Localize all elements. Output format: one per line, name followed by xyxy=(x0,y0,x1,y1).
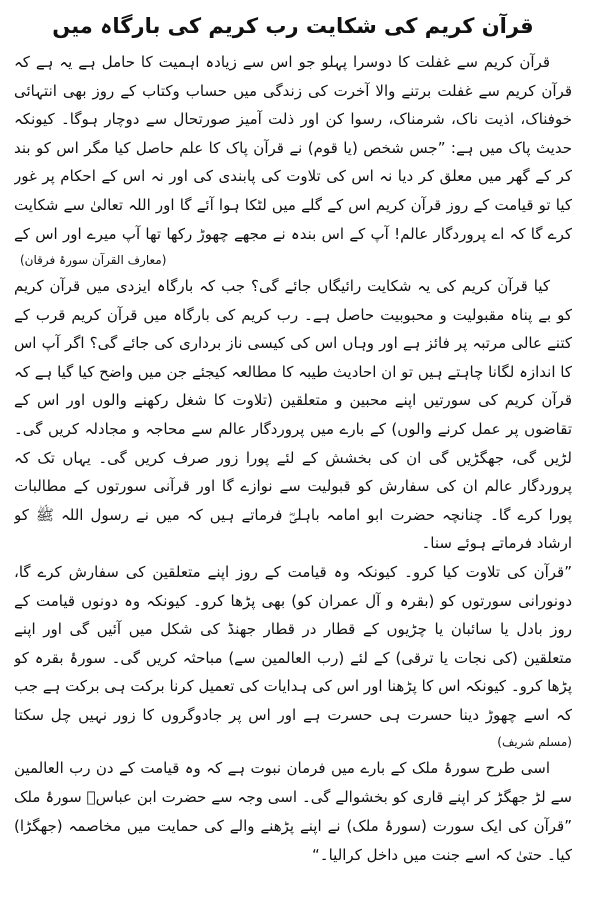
paragraph-2 xyxy=(14,272,572,558)
paragraph-1-text: قرآن کریم سے غفلت کا دوسرا پہلو جو اس سے زیادہ اہمیت کا حامل ہے یہ ہے کہ قرآن کریم سے غفلت برتنے والا آخرت کی زندگی میں حساب وکتاب کے روز بھی انتہائی خوفناک، اذیت ناک، شرمناک، رسوا کن اور ذلت آمیز صورتحال سے دوچار ہوگا۔ کیونکہ حدیث پاک میں ہے: ”جس شخص (یا قوم) نے قرآن پاک کا علم حاصل کیا مگر اس کو بند کر کے گھر میں معلق کر دیا نہ اس کی تلاوت کی پابندی کی اور نہ اس کے احکام پر غور کیا تو قیامت کے روز قرآن کریم اس کے گلے میں لٹکا ہوا آئے گا اور اللہ تعالیٰ سے شکایت کرے گا کہ اے پروردگار عالم! آپ کے اس بندہ نے مجھے چھوڑ رکھا تھا آپ میرے اور اس کے xyxy=(14,53,572,243)
hadith-quote-2 xyxy=(14,812,572,869)
hadith-quote-1-text: ”قرآن کی تلاوت کیا کرو۔ کیونکہ وہ قیامت کے روز اپنے متعلقین کی سفارش کرے گا، دونورانی سورتوں کو (بقرہ و آل عمران کو) بھی پڑھا کرو۔ کیونکہ وہ دونوں قیامت کے روز بادل یا سائبان یا چڑیوں کے قطار در قطار جھنڈ کی شکل میں آئیں گی اور اپنے متعلقین (کی نجات یا ترقی) کے لئے (رب العالمین سے) مباحثہ کریں گی۔ سورۂ بقرہ کو پڑھا کرو۔ کیونکہ اس کا پڑھنا اور اس کی ہدایات کی تعمیل کرنا برکت ہی برکت ہے جب کہ اسے چھوڑ دینا حسرت ہی حسرت ہے اور اس پر جادوگروں کا زور نہیں چل سکتا xyxy=(14,563,572,724)
paragraph-2-block xyxy=(14,272,572,558)
paragraph-3 xyxy=(14,754,572,812)
paragraph-2-text: کیا قرآن کریم کی یہ شکایت رائیگاں جائے گی؟ جب کہ بارگاہ ایزدی میں قرآن کریم کو بے پناہ مقبولیت و محبوبیت حاصل ہے۔ رب کریم کی بارگاہ میں قرآن کریم قرب کے کتنے عالی مرتبہ پر فائز ہے اور وہاں اس کی کیسی ناز برداری کی جائے گی؟ اگر آپ اس کا اندازہ لگانا چاہتے ہیں تو ان احادیث طیبہ کا مطالعہ کیجئے جن میں واضح کیا گیا ہے کہ قرآن کریم کی سورتیں اپنے محبین و متعلقین (تلاوت کا شغل رکھنے والوں اور اس کے تقاضوں پر عمل کرنے والوں) کے بارے میں پروردگار عالم سے محاجہ و مجادلہ کریں گی۔ لڑیں گی، جھگڑیں گی ان کی بخشش کے لئے پورا زور صرف کریں گی۔ یہاں تک کہ پروردگار عالم ان کی سفارش کو قبولیت سے نوازے گا اور قرآنی سورتوں کے مطالبات پورا کرے گا۔ چنانچہ حضرت ابو امامہ باہلیؓ فرماتے ہیں کہ میں نے رسول اللہ ﷺ کو ارشاد فرماتے ہوئے سنا۔ xyxy=(14,277,572,553)
paragraph-3-text: اسی طرح سورۂ ملک کے بارے میں فرمان نبوت ہے کہ وہ قیامت کے دن رب العالمین سے لڑ جھگڑ کر اپنے قاری کو بخشوالے گی۔ اسی وجہ سے حضرت ابن عباسؓ سورۂ ملک xyxy=(14,759,572,806)
hadith-quote-1-block xyxy=(14,558,572,730)
paragraph-3-block xyxy=(14,754,572,812)
source-citation-1 xyxy=(14,248,572,272)
article-title: قرآن کریم کی شکایت رب کریم کی بارگاہ میں xyxy=(52,14,534,38)
source-citation-2-text: (مسلم شریف) xyxy=(497,735,572,749)
source-citation-1-text: (معارف القرآن سورۂ فرقان) xyxy=(20,253,167,267)
hadith-quote-2-block xyxy=(14,812,572,870)
source-citation-2 xyxy=(14,730,572,754)
paragraph-1-block xyxy=(14,48,572,248)
paragraph-1 xyxy=(14,48,572,248)
hadith-quote-1 xyxy=(14,558,572,730)
hadith-quote-2-text: ”قرآن کی ایک سورت (سورۂ ملک) نے اپنے پڑھنے والے کی حمایت میں مخاصمہ (جھگڑا) کیا۔ حتیٰ کہ اسے جنت میں داخل کرالیا۔“ xyxy=(14,817,572,864)
